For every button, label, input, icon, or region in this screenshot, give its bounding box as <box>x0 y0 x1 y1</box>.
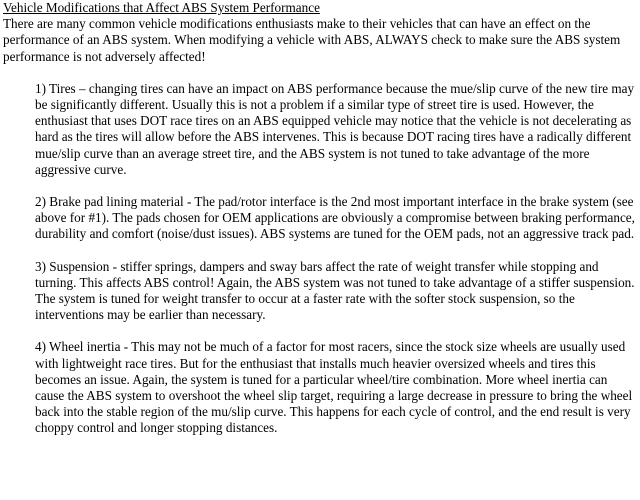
list-item-wheel-inertia <box>35 339 635 436</box>
item-text: 3) Suspension - stiffer springs, dampers and sway bars affect the rate of weight transfer while stopping and turning. This affects ABS control! Again, the ABS system was not tuned to take advantage of a stiffer suspension. The system is tuned for weight transfer to occur at a faster rate with the softer stock suspension, so the interventions may be earlier than necessary. <box>35 258 635 323</box>
intro-paragraph: There are many common vehicle modifications enthusiasts make to their vehicles that can have an effect on the performance of an ABS system. When modifying a vehicle with ABS, ALWAYS check to make sure the ABS system performance is not adversely affected! <box>3 16 621 64</box>
item-text: 1) Tires – changing tires can have an impact on ABS performance because the mue/slip curve of the new tire may be significantly different. Usually this is not a problem if a similar type of street tire is used. However, the enthusiast that uses DOT race tires on an ABS equipped vehicle may notice that the vehicle is not decelerating as hard as the tires will allow before the ABS intervenes. This is because DOT racing tires have a radically different mue/slip curve than an average street tire, and the ABS system is not tuned to take advantage of the more aggressive curve. <box>35 80 635 177</box>
document-title: Vehicle Modifications that Affect ABS System Performance <box>3 0 320 15</box>
item-text: 4) Wheel inertia - This may not be much of a factor for most racers, since the stock size wheels are usually used with lightweight race tires. But for the enthusiast that installs much heavier oversized wheels and tires this becomes an issue. Again, the system is tuned for a particular wheel/tire combination. More wheel inertia can cause the ABS system to overshoot the wheel slip target, requiring a large decrease in pressure to bring the wheel back into the stable region of the mu/slip curve. This happens for each cycle of control, and the end result is very choppy control and longer stopping distances. <box>35 339 633 436</box>
list-item-brake-pad <box>35 194 635 243</box>
item-text: 2) Brake pad lining material - The pad/rotor interface is the 2nd most important interface in the brake system (see above for #1). The pads chosen for OEM applications are obviously a compromise between braking performance, durability and comfort (noise/dust issues). ABS systems are tuned for the OEM pads, not an aggressive track pad. <box>35 194 635 242</box>
document-body <box>3 0 637 437</box>
list-item-tires <box>35 81 635 178</box>
list-item-suspension <box>35 259 635 324</box>
